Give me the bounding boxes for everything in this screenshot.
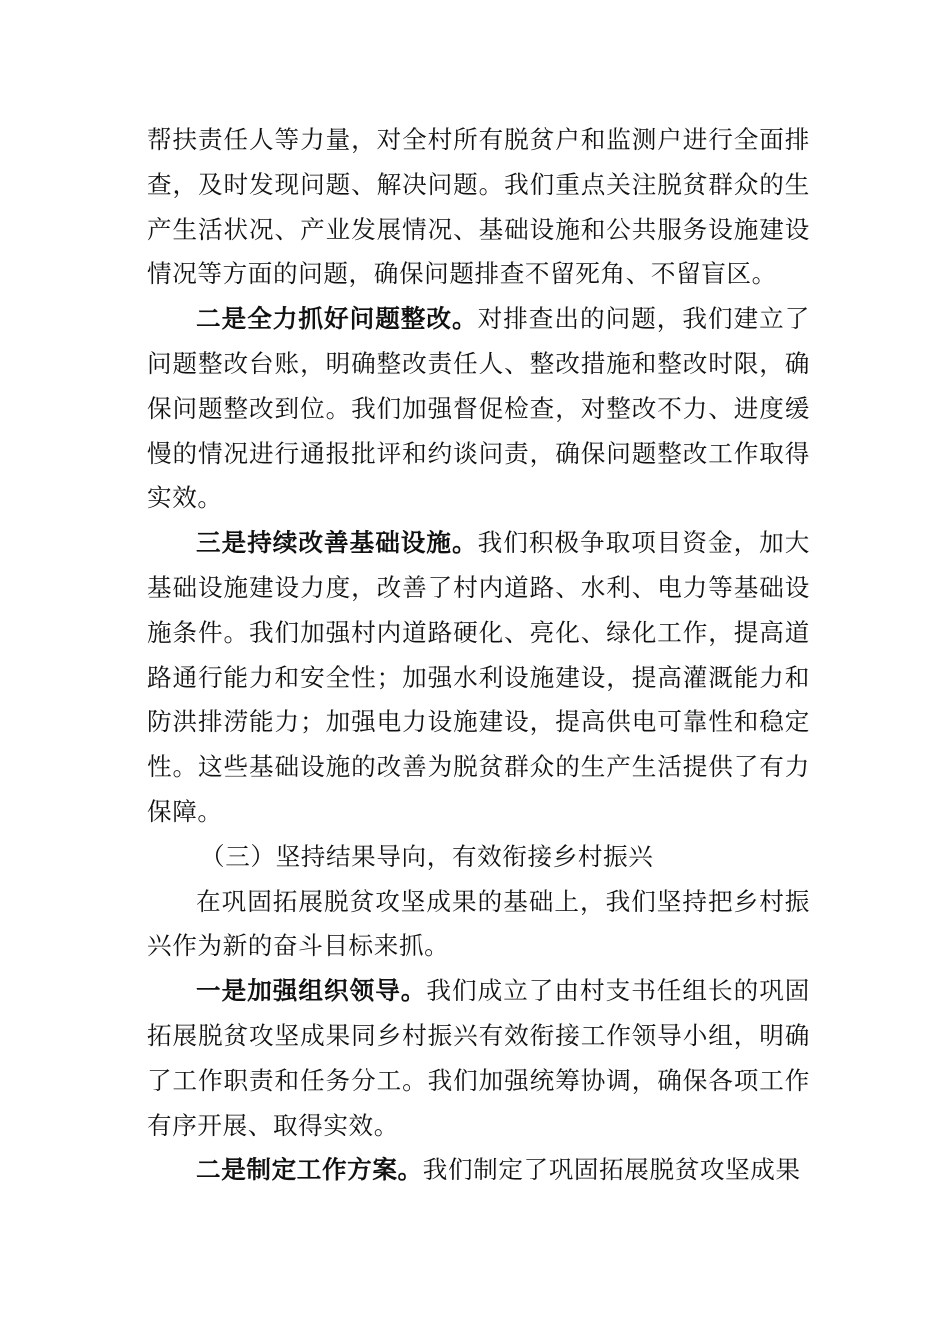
- paragraph-lead: 二是制定工作方案。: [196, 1155, 423, 1185]
- paragraph-problem-rectification: [147, 297, 810, 521]
- paragraph-lead: 三是持续改善基础设施。: [196, 528, 478, 558]
- paragraph-text: 对排查出的问题，我们建立了问题整改台账，明确整改责任人、整改措施和整改时限，确保问题整改到位。我们加强督促检查，对整改不力、进度缓慢的情况进行通报批评和约谈问责，确保问题整改工作取得实效。: [147, 304, 810, 513]
- paragraph-text: 我们制定了巩固拓展脱贫攻坚成果: [422, 1155, 801, 1185]
- document-page: [147, 118, 810, 1193]
- paragraph-intro-rural-revitalization: [147, 880, 810, 970]
- paragraph-organization-leadership: [147, 969, 810, 1148]
- paragraph-continuation: [147, 118, 810, 297]
- paragraph-text: 帮扶责任人等力量，对全村所有脱贫户和监测户进行全面排查，及时发现问题、解决问题。我们重点关注脱贫群众的生产生活状况、产业发展情况、基础设施和公共服务设施建设情况等方面的问题，确保问题排查不留死角、不留盲区。: [147, 125, 810, 289]
- paragraph-text: 我们成立了由村支书任组长的巩固拓展脱贫攻坚成果同乡村振兴有效衔接工作领导小组，明确了工作职责和任务分工。我们加强统筹协调，确保各项工作有序开展、取得实效。: [147, 976, 810, 1140]
- paragraph-infrastructure: [147, 521, 810, 835]
- paragraph-text: 在巩固拓展脱贫攻坚成果的基础上，我们坚持把乡村振兴作为新的奋斗目标来抓。: [147, 886, 810, 961]
- section-heading: （三）坚持结果导向，有效衔接乡村振兴: [200, 841, 654, 871]
- paragraph-text: 我们积极争取项目资金，加大基础设施建设力度，改善了村内道路、水利、电力等基础设施条件。我们加强村内道路硬化、亮化、绿化工作，提高道路通行能力和安全性；加强水利设施建设，提高灌溉能力和防洪排涝能力；加强电力设施建设，提高供电可靠性和稳定性。这些基础设施的改善为脱贫群众的生产生活提供了有力保障。: [147, 528, 810, 826]
- paragraph-lead: 二是全力抓好问题整改。: [196, 304, 478, 334]
- paragraph-work-plan: [147, 1148, 810, 1193]
- paragraph-lead: 一是加强组织领导。: [196, 976, 427, 1006]
